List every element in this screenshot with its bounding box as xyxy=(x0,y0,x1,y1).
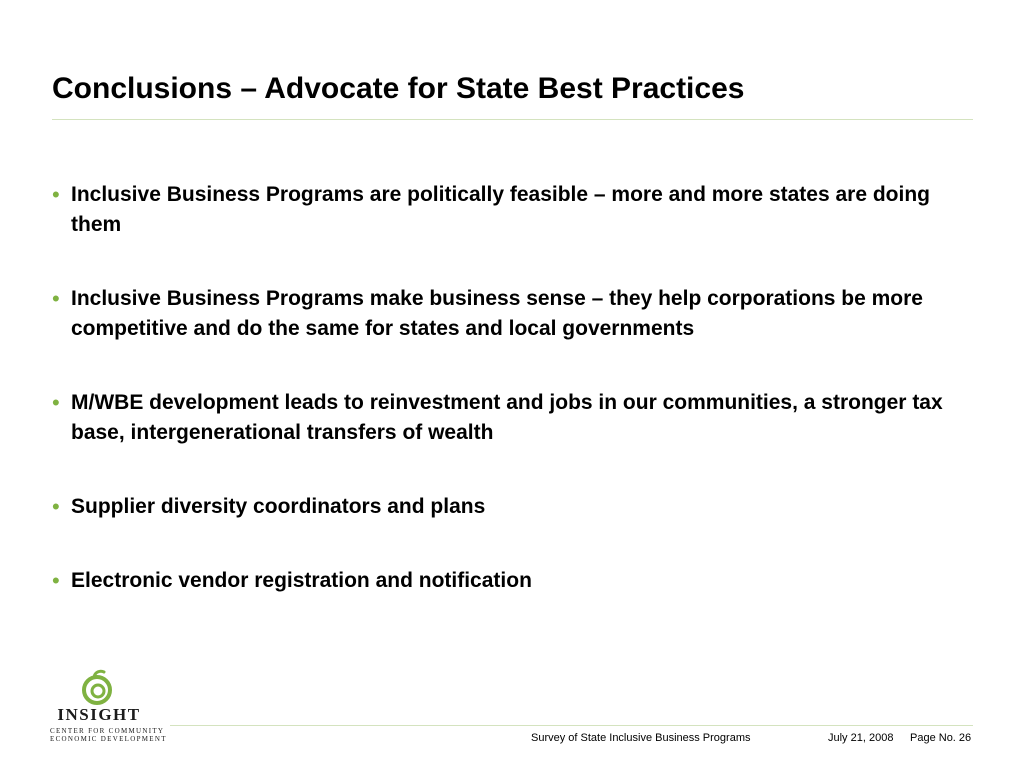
logo-wordmark: INSIGHT xyxy=(57,705,141,724)
bullet-dot-icon: • xyxy=(52,494,60,519)
bullet-dot-icon: • xyxy=(52,390,60,415)
bullet-item xyxy=(52,492,972,522)
bullet-item xyxy=(52,284,972,344)
bullet-item xyxy=(52,180,972,240)
bullet-item xyxy=(52,388,972,448)
footer-date: July 21, 2008 xyxy=(828,732,894,744)
bullet-text: Inclusive Business Programs are politically feasible – more and more states are doing them xyxy=(71,183,930,236)
bullet-dot-icon: • xyxy=(52,568,60,593)
insight-logo xyxy=(48,668,167,744)
slide-title: Conclusions – Advocate for State Best Practices xyxy=(52,72,745,105)
bullet-list xyxy=(52,180,972,596)
logo-subtitle-line-2: ECONOMIC DEVELOPMENT xyxy=(50,735,167,743)
bullet-text: Supplier diversity coordinators and plans xyxy=(71,495,486,518)
footer-page-number: Page No. 26 xyxy=(910,732,972,744)
bullet-item xyxy=(52,566,972,596)
bullet-dot-icon: • xyxy=(52,286,60,311)
insight-logo-swirl-icon xyxy=(80,668,114,706)
footer-survey-title: Survey of State Inclusive Business Programs xyxy=(531,732,751,744)
footer-divider xyxy=(170,725,973,726)
bullet-text: Electronic vendor registration and notification xyxy=(71,569,532,592)
logo-subtitle-line-1: CENTER FOR COMMUNITY xyxy=(50,727,165,735)
bullet-text: Inclusive Business Programs make business sense – they help corporations be more competitive and do the same for states and local governments xyxy=(71,287,923,340)
bullet-dot-icon: • xyxy=(52,182,60,207)
title-divider xyxy=(52,119,973,120)
bullet-text: M/WBE development leads to reinvestment and jobs in our communities, a stronger tax base, intergenerational transfers of wealth xyxy=(71,391,943,444)
